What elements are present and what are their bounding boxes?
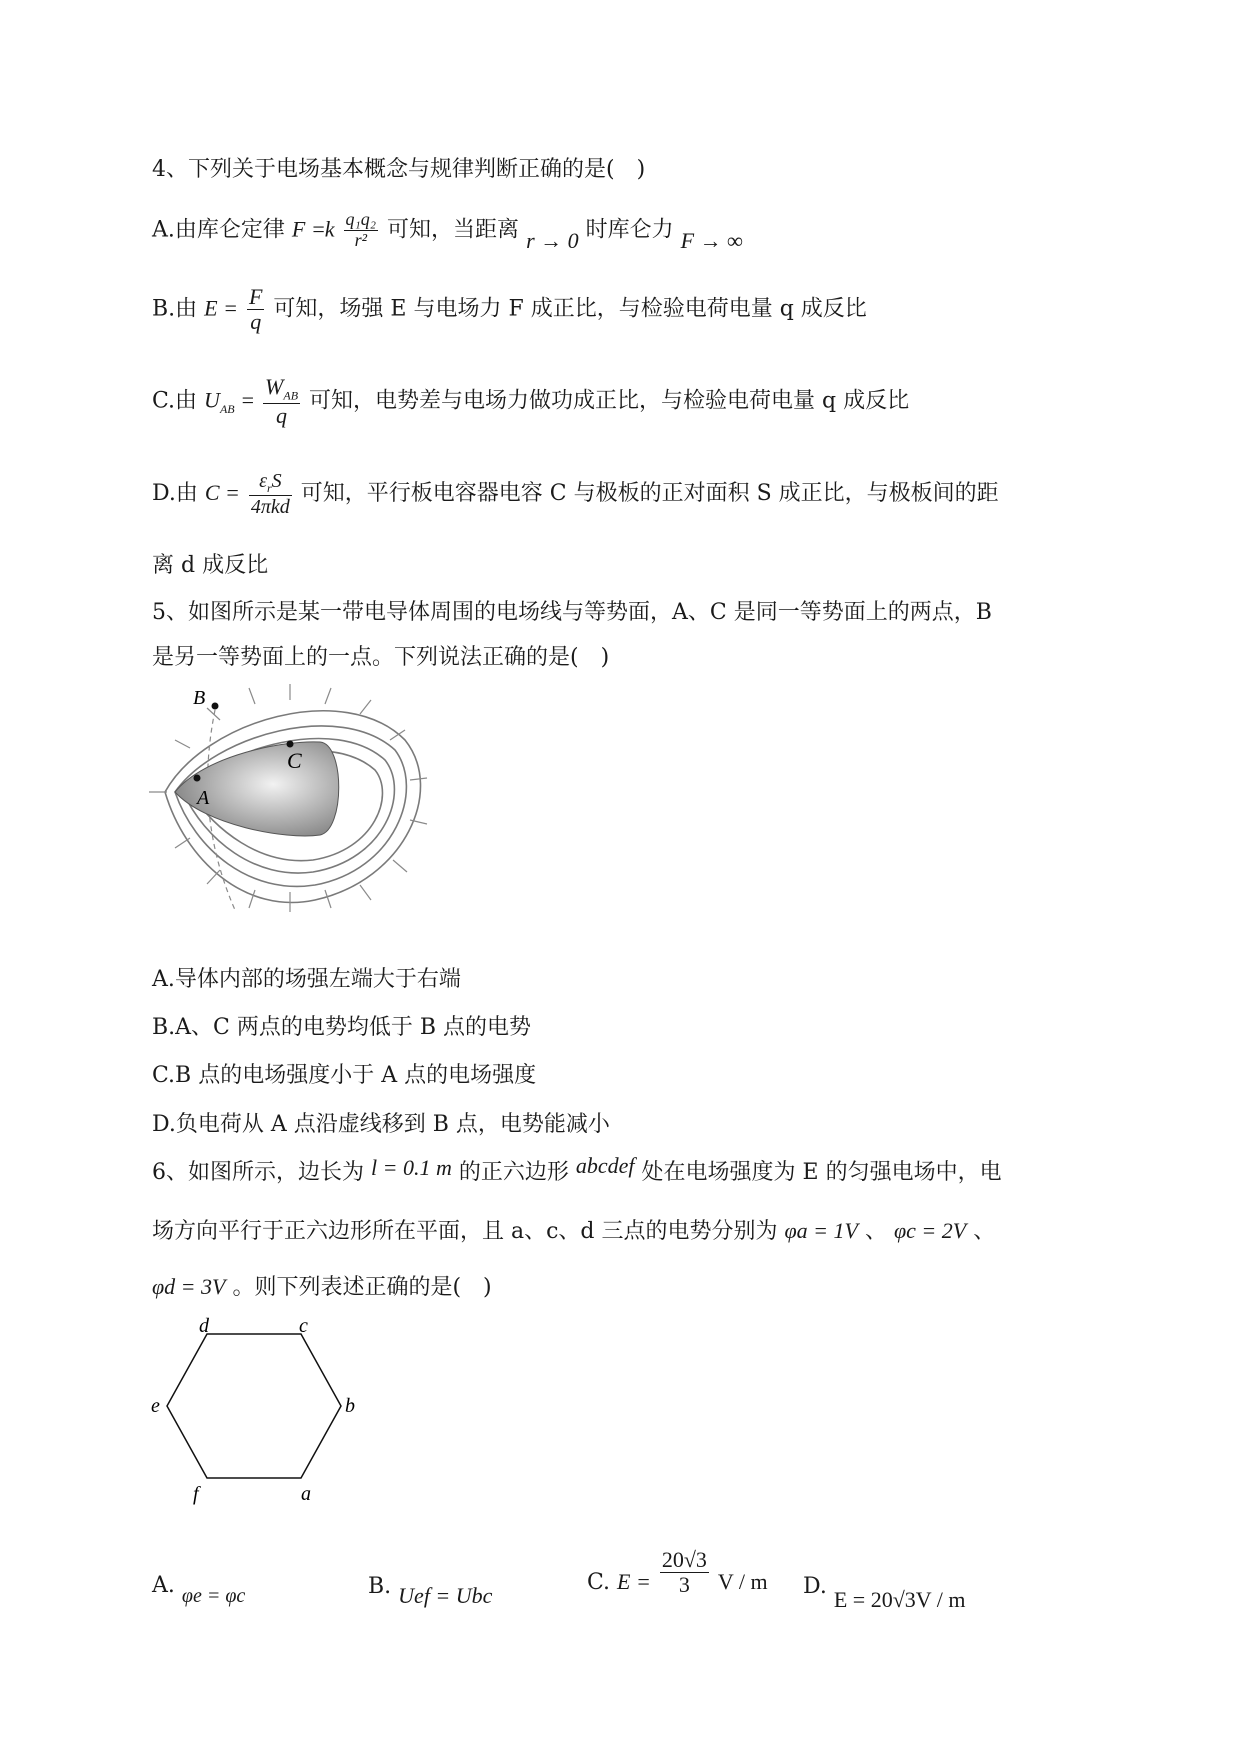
point-a-marker xyxy=(194,775,201,782)
q4-c-text: 可知，电势差与电场力做功成正比，与检验电荷电量 q 成反比 xyxy=(309,388,910,414)
conductor-field-figure xyxy=(145,680,435,940)
q6-sep2: 、 xyxy=(973,1219,996,1244)
q6-option-c-numerator: 20√3 xyxy=(661,1547,707,1572)
q4-a-k: k xyxy=(324,216,335,242)
q6-stem1-c: 处在电场强度为 E 的匀强电场中，电 xyxy=(641,1160,1002,1185)
q4-a-text: 可知，当距离 xyxy=(387,217,520,243)
q6-stem3-b: 。则下列表述正确的是( ) xyxy=(232,1275,492,1300)
hexagon-figure xyxy=(145,1310,385,1520)
q6-option-a xyxy=(152,1573,246,1607)
q6-option-a-expr: φe = φc xyxy=(181,1585,246,1607)
q4-a-text2: 时库仑力 xyxy=(585,217,674,243)
q5-option-b: B.A、C 两点的电势均低于 B 点的电势 xyxy=(152,1015,532,1040)
q5-stem-line2: 是另一等势面上的一点。下列说法正确的是( ) xyxy=(152,645,610,670)
q6-option-d xyxy=(803,1573,966,1612)
q4-c-lhs-sub: AB xyxy=(219,401,235,416)
q4-option-a-prefix: A.由库仑定律 xyxy=(152,217,285,243)
q6-phi-d: φd = 3V xyxy=(152,1274,226,1299)
q6-option-c-unit: V / m xyxy=(717,1568,768,1594)
point-b-marker xyxy=(212,703,219,710)
q6-option-c-denominator: 3 xyxy=(678,1572,690,1598)
q6-stem-line3 xyxy=(152,1270,492,1301)
q4-d-text: 可知，平行板电容器电容 C 与极板的正对面积 S 成正比，与极板间的距 xyxy=(300,481,999,507)
q4-option-c xyxy=(152,375,909,428)
vertex-a: a xyxy=(301,1483,311,1505)
q4-c-lhs: U xyxy=(204,387,220,413)
q4-a-numerator: q₁q₂ xyxy=(345,209,377,229)
q6-option-d-prefix: D. xyxy=(803,1574,827,1599)
q6-option-b-prefix: B. xyxy=(368,1574,392,1599)
q6-stem-line2 xyxy=(152,1214,995,1245)
q4-b-text: 可知，场强 E 与电场力 F 成正比，与检验电荷电量 q 成反比 xyxy=(273,296,867,322)
q5-option-c: C.B 点的电场强度小于 A 点的电场强度 xyxy=(152,1063,537,1088)
q6-option-c xyxy=(587,1548,768,1597)
label-b: B xyxy=(193,687,206,709)
q4-a-denominator: r² xyxy=(354,229,367,250)
label-a: A xyxy=(197,787,210,809)
q4-b-numerator: F xyxy=(248,284,263,309)
q4-c-fraction xyxy=(263,375,300,428)
vertex-b: b xyxy=(345,1395,355,1417)
q4-option-b-prefix: B.由 xyxy=(152,296,198,322)
vertex-f: f xyxy=(193,1483,199,1505)
q4-option-a xyxy=(152,209,743,254)
q6-side-length: l = 0.1 m xyxy=(371,1155,452,1180)
q4-option-d-prefix: D.由 xyxy=(152,481,198,507)
q4-a-fraction xyxy=(344,210,379,251)
q4-d-lhs: C = xyxy=(204,480,240,506)
q6-sep1: 、 xyxy=(864,1219,887,1244)
q6-phi-c: φc = 2V xyxy=(894,1218,967,1243)
q6-option-b-expr: Uef = Ubc xyxy=(398,1583,493,1608)
q6-stem1-b: 的正六边形 xyxy=(458,1160,569,1185)
vertex-c: c xyxy=(299,1315,308,1337)
q4-b-denominator: q xyxy=(250,309,262,335)
q4-d-fraction xyxy=(249,470,292,518)
q4-option-c-prefix: C.由 xyxy=(152,388,198,414)
q4-d-numerator-sub: r xyxy=(266,481,272,495)
q4-c-numerator: W xyxy=(265,374,284,399)
q6-option-d-expr: E = 20√3V / m xyxy=(833,1587,966,1612)
q4-b-lhs: E = xyxy=(204,295,238,321)
q6-option-c-prefix: C. xyxy=(587,1569,611,1595)
q6-stem1-a: 6、如图所示，边长为 xyxy=(152,1160,364,1185)
q6-option-b xyxy=(368,1573,493,1608)
q4-d-denominator: 4πkd xyxy=(250,496,290,519)
q5-option-d: D.负电荷从 A 点沿虚线移到 B 点，电势能减小 xyxy=(152,1112,610,1137)
q4-c-equals: = xyxy=(241,387,255,413)
q6-hexagon-name: abcdef xyxy=(575,1153,635,1178)
q6-stem2-a: 场方向平行于正六边形所在平面，且 a、c、d 三点的电势分别为 xyxy=(152,1219,778,1244)
q5-option-a: A.导体内部的场强左端大于右端 xyxy=(152,967,461,992)
q4-a-equals: = xyxy=(312,216,325,242)
q4-c-numerator-sub: AB xyxy=(283,388,299,403)
q6-option-c-lhs: E = xyxy=(617,1568,651,1594)
q6-option-a-prefix: A. xyxy=(152,1573,175,1598)
q6-phi-a: φa = 1V xyxy=(784,1218,858,1243)
q4-option-d xyxy=(152,470,999,518)
q4-a-result: F → ∞ xyxy=(680,228,743,254)
q4-stem: 4、下列关于电场基本概念与规律判断正确的是( ) xyxy=(152,157,646,182)
vertex-e: e xyxy=(151,1395,160,1417)
q6-option-c-fraction xyxy=(660,1548,709,1597)
vertex-d: d xyxy=(199,1315,209,1337)
q4-d-numerator-tail: S xyxy=(271,470,282,492)
q4-option-d-cont: 离 d 成反比 xyxy=(152,553,269,578)
q4-a-force: F xyxy=(291,216,306,242)
point-c-marker xyxy=(287,741,294,748)
label-c: C xyxy=(287,748,302,773)
q4-c-denominator: q xyxy=(276,402,288,428)
q4-b-fraction xyxy=(247,285,264,334)
q4-d-numerator: ε xyxy=(259,470,267,492)
hexagon-shape xyxy=(167,1334,341,1478)
q4-option-b xyxy=(152,285,867,334)
q5-stem-line1: 5、如图所示是某一带电导体周围的电场线与等势面，A、C 是同一等势面上的两点，B xyxy=(152,600,992,625)
q6-stem-line1 xyxy=(152,1155,1002,1186)
q4-a-condition: r → 0 xyxy=(526,228,579,254)
